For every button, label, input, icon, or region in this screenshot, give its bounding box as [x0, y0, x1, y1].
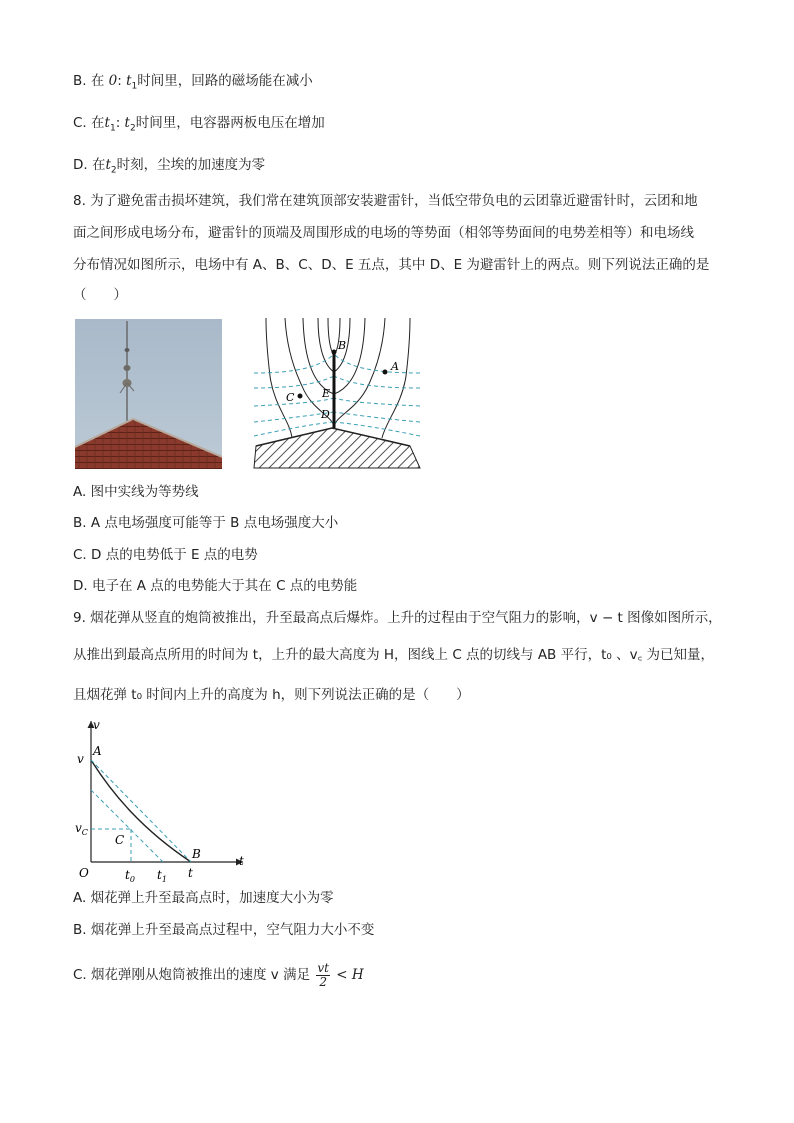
point-label-b: B	[338, 339, 347, 352]
point-label-a: A	[391, 360, 399, 373]
point-label-e: E	[322, 387, 331, 400]
point-label-c: C	[286, 391, 295, 404]
q8-option-b: B. A 点电场强度可能等于 B 点电场强度大小	[73, 515, 339, 531]
svg-text:A: A	[93, 744, 102, 758]
q9-option-b: B. 烟花弹上升至最高点过程中，空气阻力大小不变	[73, 922, 375, 938]
q8-option-d: D. 电子在 A 点的电势能大于其在 C 点的电势能	[73, 578, 358, 594]
svg-text:O: O	[79, 866, 89, 880]
svg-text:t1: $t_1$	[157, 868, 167, 884]
svg-text:v: v	[77, 752, 84, 766]
q7-option-d: D. 在$t_2$时刻，尘埃的加速度为零	[73, 157, 266, 176]
q8-answer-paren: （ ）	[73, 287, 127, 303]
q9-stem-line1: 9. 烟花弹从竖直的炮筒被推出，升至最高点后爆炸。上升的过程由于空气阻力的影响，v − t 图像如图所示，	[73, 610, 722, 626]
svg-text:t: t	[239, 854, 244, 868]
point-label-d: D	[321, 408, 330, 421]
fraction-vt-over-2: $\frac{vt}{2}$	[317, 960, 329, 989]
q8-option-c: C. D 点的电势低于 E 点的电势	[73, 547, 258, 563]
q8-stem-line2: 面之间形成电场分布，避雷针的顶端及周围形成的电场的等势面（相邻等势面间的电势差相等）和电场线	[73, 225, 694, 241]
svg-text:t: t	[188, 866, 193, 880]
svg-text:B: B	[192, 847, 201, 861]
lightning-rod-photo	[75, 319, 222, 469]
electric-field-diagram	[252, 316, 422, 472]
q8-stem-line1: 8. 为了避免雷击损坏建筑，我们常在建筑顶部安装避雷针，当低空带负电的云团靠近避雷针时，云团和地	[73, 193, 698, 209]
q9-option-a: A. 烟花弹上升至最高点时，加速度大小为零	[73, 890, 334, 906]
q9-option-c: C. 烟花弹刚从炮筒被推出的速度 v 满足 $\frac{vt}{2}$ < H	[73, 960, 364, 989]
q9-stem-line3: 且烟花弹 t₀ 时间内上升的高度为 h，则下列说法正确的是（ ）	[73, 687, 470, 703]
svg-text:v: v	[93, 718, 100, 732]
velocity-time-graph	[73, 715, 253, 885]
svg-text:C: C	[115, 833, 125, 847]
ab-line	[91, 760, 191, 862]
tangent-line	[91, 790, 163, 862]
q9-stem-line2: 从推出到最高点所用的时间为 t，上升的最大高度为 H，图线上 C 点的切线与 AB 平行，t₀ 、v꜀ 为已知量，	[73, 647, 715, 663]
q8-option-a: A. 图中实线为等势线	[73, 484, 199, 500]
svg-text:t0: $t_0$	[125, 868, 135, 884]
q7-option-c: C. 在$t_1$: $t_2$时间里，电容器两板电压在增加	[73, 115, 325, 134]
q7-option-b: B. 在 0: $t_1$时间里，回路的磁场能在减小	[73, 73, 313, 92]
q8-stem-line3: 分布情况如图所示，电场中有 A、B、C、D、E 五点，其中 D、E 为避雷针上的两点。则下列说法正确的是	[73, 257, 710, 273]
svg-text:vC: $v_C$	[75, 821, 88, 837]
